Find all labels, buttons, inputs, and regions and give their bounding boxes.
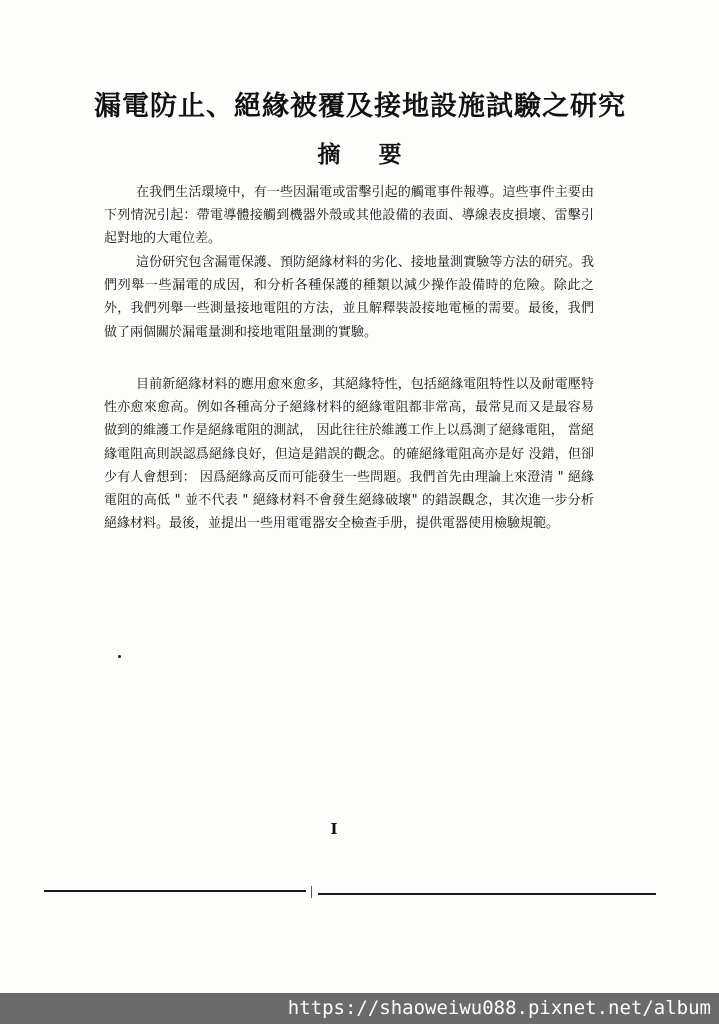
abstract-paragraph-2: 這份研究包含漏電保護、預防絕緣材料的劣化、接地量測實驗等方法的研究。我們列舉一些漏電的成因，和分析各種保護的種類以減少操作設備時的危險。除此之外，我們列舉一些測量接地電阻的方法，並且解釋裝設接地電極的需要。最後，我們做了兩個關於漏電量測和接地電阻量測的實驗。 xyxy=(104,255,594,340)
scan-speck xyxy=(118,655,121,658)
page-number: I xyxy=(330,820,338,838)
footer-rule-tick xyxy=(311,886,312,898)
watermark-bar xyxy=(0,993,719,1024)
watermark-url[interactable]: https://shaoweiwu088.pixnet.net/album xyxy=(287,997,711,1019)
footer-rule-left xyxy=(44,890,306,892)
footer-rule-right xyxy=(318,893,656,895)
abstract-heading: 摘要 xyxy=(317,141,440,168)
abstract-paragraph-1: 在我們生活環境中，有一些因漏電或雷擊引起的觸電事件報導。這些事件主要由下列情況引起：帶電導體接觸到機器外殼或其他設備的表面、導線表皮損壞、雷擊引起對地的大電位差。 xyxy=(104,185,594,247)
document-title: 漏電防止、絕緣被覆及接地設施試驗之研究 xyxy=(94,91,626,122)
abstract-paragraph-3: 目前新絕緣材料的應用愈來愈多，其絕緣特性，包括絕緣電阻特性以及耐電壓特性亦愈來愈高。例如各種高分子絕緣材料的絕緣電阻都非常高，最常見而又是最容易做到的維護工作是絕緣電阻的測試， 因此往往於維護工作上以爲測了絕緣電阻， 當絕緣電阻高則誤認爲絕緣良好，但這是錯誤的觀念。的確絕緣電阻高亦是好 没錯，但卻少有人會想到： 因爲絕緣高反而可能發生一些問題。我們首先由理論上來澄清 " 絕緣電阻的高低 " 並不代表 " 絕緣材料不會發生絕緣破壞" 的錯誤觀念，其次進一步分析絕緣材料。最後，並提出一些用電電器安全檢查手册，提供電器使用檢驗規範。 xyxy=(104,377,594,532)
